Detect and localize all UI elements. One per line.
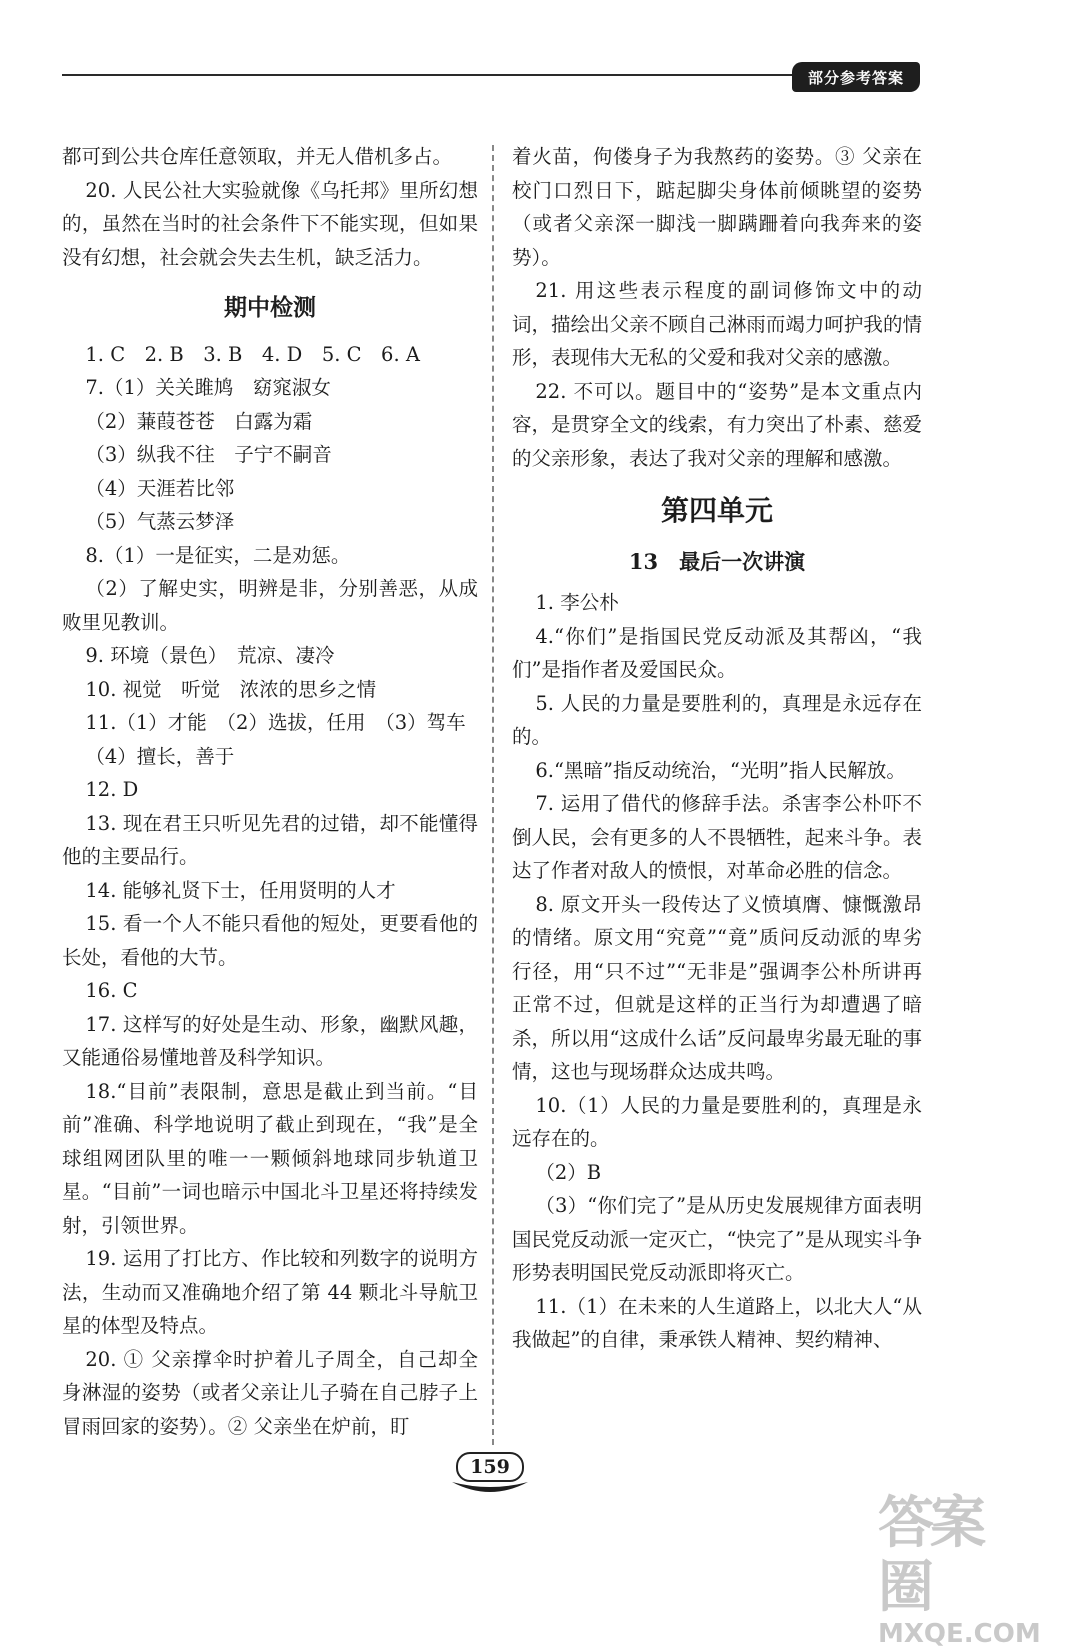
page-number: 159 (456, 1452, 524, 1482)
answer-paragraph: 5. 人民的力量是要胜利的，真理是永远存在的。 (512, 691, 922, 748)
answer-paragraph: 11.（1）才能 （2）选拔，任用 （3）驾车 (85, 711, 466, 734)
answer-paragraph: 19. 运用了打比方、作比较和列数字的说明方法，生动而又准确地介绍了第 44 颗北斗导航卫星的体型及特点。 (62, 1247, 478, 1337)
answer-paragraph: 11.（1）在未来的人生道路上，以北大人“从我做起”的自律，秉承铁人精神、契约精神、 (512, 1294, 922, 1351)
answer-paragraph: （3）纵我不往 子宁不嗣音 (85, 443, 332, 466)
right-column (512, 140, 922, 1357)
answer-paragraph: 13. 现在君王只听见先君的过错，却不能懂得他的主要品行。 (62, 811, 478, 868)
header-rule (62, 74, 802, 76)
answer-paragraph: 21. 用这些表示程度的副词修饰文中的动词，描绘出父亲不顾自己淋雨而竭力呵护我的情形，表现伟大无私的父爱和我对父亲的感激。 (512, 279, 922, 369)
answer-paragraph: 18.“目前”表限制，意思是截止到当前。“目前”准确、科学地说明了截止到现在，“我”是全球组网团队里的唯一一颗倾斜地球同步轨道卫星。“目前”一词也暗示中国北斗卫星还将持续发射，引领世界。 (62, 1079, 478, 1237)
answer-paragraph: （2）蒹葭苍苍 白露为霜 (85, 409, 313, 433)
answer-paragraph: 9. 环境（景色） 荒凉、凄冷 (85, 644, 335, 667)
page-number-swoosh-icon (448, 1478, 532, 1498)
answer-paragraph: 都可到公共仓库任意领取，并无人借机多占。 (62, 145, 453, 168)
page-number-badge (448, 1452, 532, 1506)
answer-paragraph: 20. 人民公社大实验就像《乌托邦》里所幻想的，虽然在当时的社会条件下不能实现，但如果没有幻想，社会就会失去生机，缺乏活力。 (62, 178, 478, 269)
answer-paragraph: 1. C 2. B 3. B 4. D 5. C 6. A (85, 342, 420, 366)
answer-paragraph: 6.“黑暗”指反动统治，“光明”指人民解放。 (535, 758, 906, 782)
answer-paragraph: 10.（1）人民的力量是要胜利的，真理是永远存在的。 (512, 1093, 922, 1150)
answer-paragraph: 15. 看一个人不能只看他的短处，更要看他的长处，看他的大节。 (62, 912, 478, 969)
answer-paragraph: 16. C (85, 979, 138, 1002)
answer-paragraph: （4）天涯若比邻 (85, 476, 235, 500)
watermark (878, 1491, 1041, 1649)
answer-paragraph: （4）擅长，善于 (85, 744, 235, 768)
header-section-tab: 部分参考答案 (792, 62, 920, 92)
answer-paragraph: 7. 运用了借代的修辞手法。杀害李公朴吓不倒人民，会有更多的人不畏牺牲，起来斗争。表达了作者对敌人的愤恨，对革命必胜的信念。 (512, 792, 922, 882)
answer-paragraph: （5）气蒸云梦泽 (85, 510, 235, 533)
answer-paragraph: 12. D (85, 778, 139, 801)
answer-paragraph: 4.“你们”是指国民党反动派及其帮凶，“我们”是指作者及爱国民众。 (512, 624, 922, 681)
lesson-title: 13 最后一次讲演 (628, 548, 806, 574)
answer-paragraph: 17. 这样写的好处是生动、形象，幽默风趣，又能通俗易懂地普及科学知识。 (62, 1012, 478, 1069)
answer-paragraph: 22. 不可以。题目中的“姿势”是本文重点内容，是贯穿全文的线索，有力突出了朴素、慈爱的父亲形象，表达了我对父亲的理解和感激。 (512, 379, 922, 470)
answer-paragraph: （2）了解史实，明辨是非，分别善恶，从成败里见教训。 (62, 577, 478, 634)
answer-paragraph: （3）“你们完了”是从历史发展规律方面表明国民党反动派一定灭亡，“快完了”是从现实斗争形势表明国民党反动派即将灭亡。 (512, 1194, 922, 1284)
answer-paragraph: 20. ① 父亲撑伞时护着儿子周全，自己却全身淋湿的姿势（或者父亲让儿子骑在自己脖子上冒雨回家的姿势）。② 父亲坐在炉前，盯 (62, 1347, 478, 1438)
left-column (62, 140, 478, 1443)
answer-paragraph: 10. 视觉 听觉 浓浓的思乡之情 (85, 677, 377, 701)
watermark-logo-text: 答案圈 (878, 1491, 982, 1620)
answer-paragraph: 8. 原文开头一段传达了义愤填膺、慷慨激昂的情绪。原文用“究竟”“竟”质问反动派的卑劣行径，用“只不过”“无非是”强调李公朴所讲再正常不过，但就是这样的正当行为却遭遇了暗杀，所以用“这成什么话”反问最卑劣最无耻的事情，这也与现场群众达成共鸣。 (512, 892, 922, 1083)
answer-paragraph: 8.（1）一是征实，二是劝惩。 (85, 543, 351, 567)
answer-paragraph: 1. 李公朴 (535, 591, 619, 614)
unit-title: 第四单元 (660, 494, 773, 527)
answer-paragraph: （2）B (535, 1160, 602, 1184)
answer-paragraph: 7.（1）关关雎鸠 窈窕淑女 (85, 376, 331, 399)
answer-paragraph: 着火苗，佝偻身子为我熬药的姿势。③ 父亲在校门口烈日下，踮起脚尖身体前倾眺望的姿势（或者父亲深一脚浅一脚蹒跚着向我奔来的姿势）。 (512, 145, 922, 269)
column-divider (492, 145, 494, 1445)
section-title: 期中检测 (224, 294, 316, 321)
watermark-url: MXQE.COM (878, 1619, 1041, 1649)
answer-paragraph: 14. 能够礼贤下士，任用贤明的人才 (85, 878, 396, 902)
